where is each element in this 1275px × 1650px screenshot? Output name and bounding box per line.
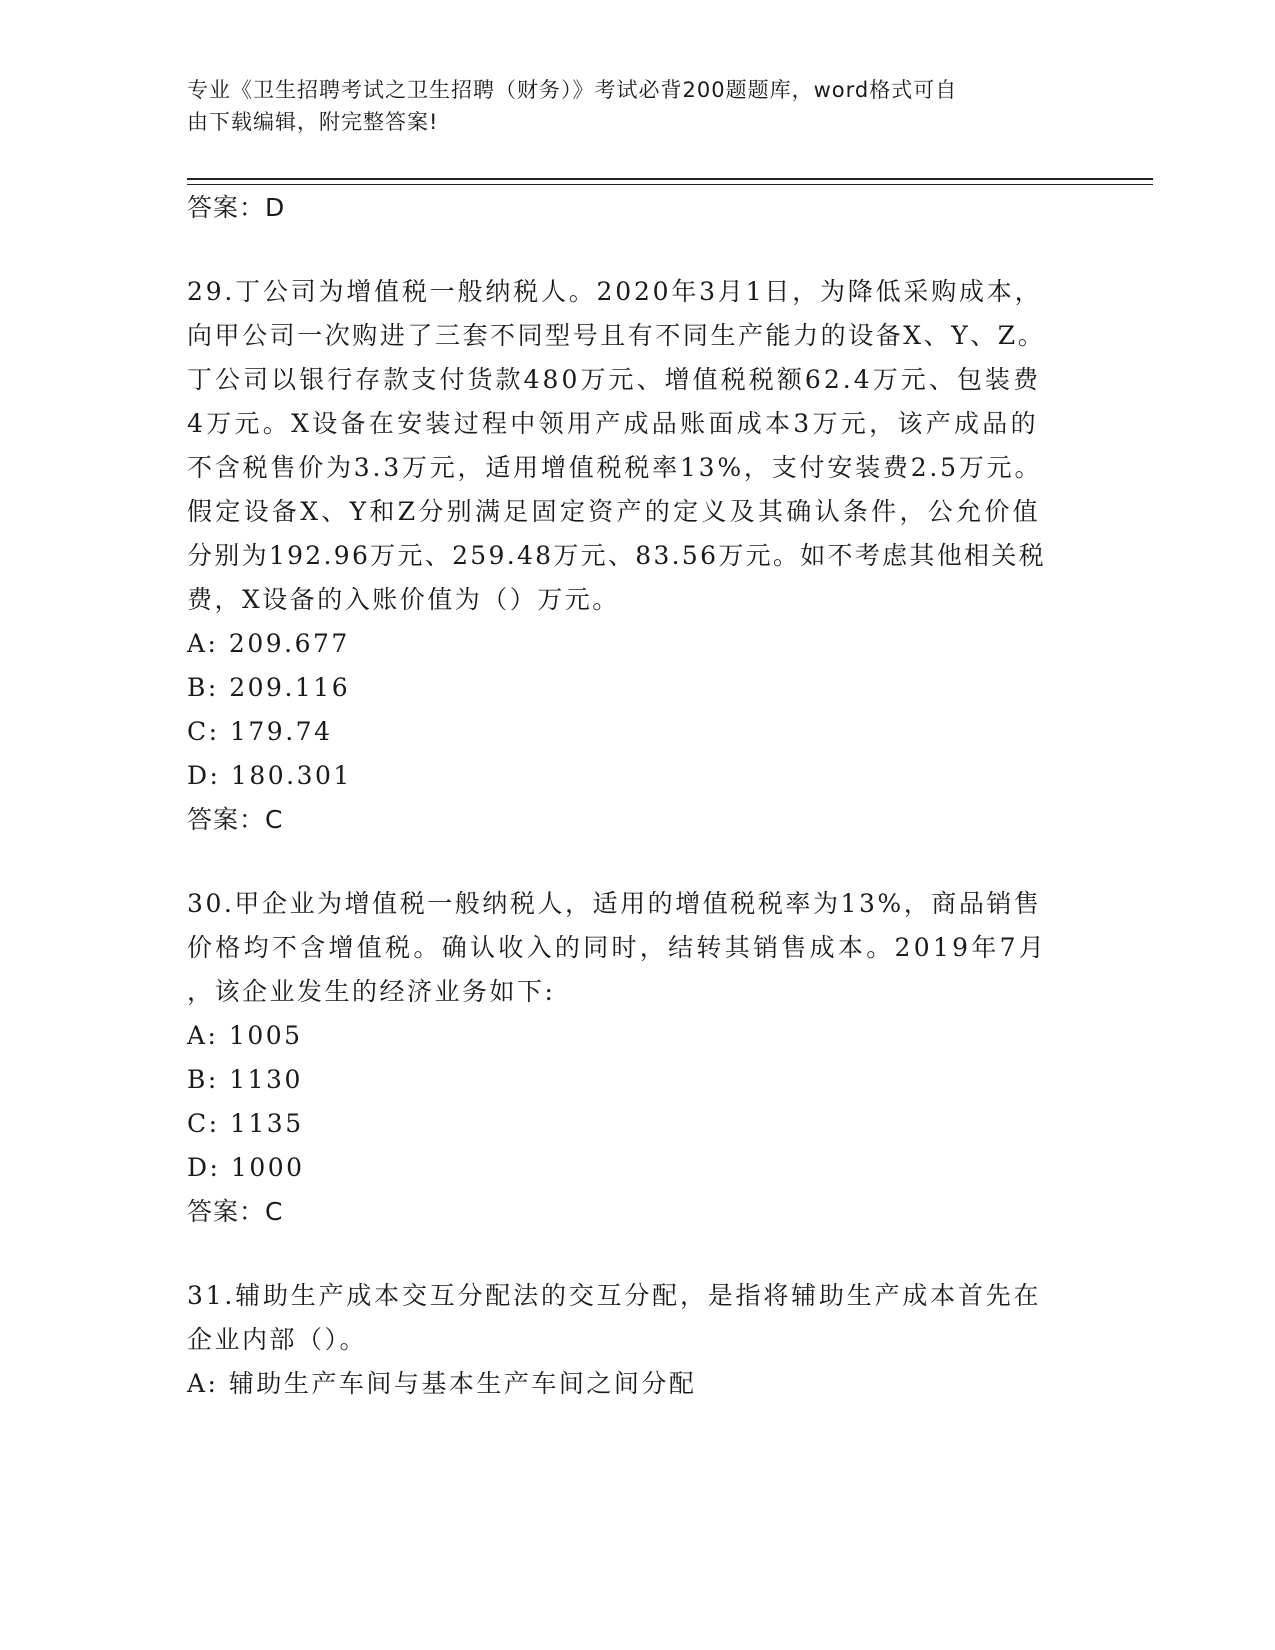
q30-option-d: D: 1000 bbox=[187, 1153, 305, 1182]
q30-line-1: 30.甲企业为增值税一般纳税人，适用的增值税税率为13%，商品销售 bbox=[187, 889, 1042, 918]
q29-line-8: 费，X设备的入账价值为（）万元。 bbox=[187, 585, 620, 614]
q29-option-c: C: 179.74 bbox=[187, 717, 333, 746]
q31-line-1: 31.辅助生产成本交互分配法的交互分配，是指将辅助生产成本首先在 bbox=[187, 1281, 1042, 1310]
q29-option-a: A: 209.677 bbox=[187, 629, 350, 658]
previous-answer: 答案：D bbox=[187, 193, 286, 222]
page-header bbox=[187, 74, 1067, 138]
header-line-1: 专业《卫生招聘考试之卫生招聘（财务）》考试必背200题题库，word格式可自 bbox=[187, 78, 958, 102]
header-line-2: 由下载编辑，附完整答案! bbox=[187, 110, 439, 134]
q31-option-a: A: 辅助生产车间与基本生产车间之间分配 bbox=[187, 1369, 697, 1398]
q30-option-b: B: 1130 bbox=[187, 1065, 303, 1094]
q29-line-3: 丁公司以银行存款支付货款480万元、增值税税额62.4万元、包装费 bbox=[187, 365, 1042, 394]
q29-option-d: D: 180.301 bbox=[187, 761, 352, 790]
q29-option-b: B: 209.116 bbox=[187, 673, 351, 702]
q30-option-a: A: 1005 bbox=[187, 1021, 303, 1050]
q29-line-2: 向甲公司一次购进了三套不同型号且有不同生产能力的设备X、Y、Z。 bbox=[187, 321, 1046, 350]
q29-line-1: 29.丁公司为增值税一般纳税人。2020年3月1日，为降低采购成本， bbox=[187, 277, 1043, 306]
q29-answer: 答案：C bbox=[187, 805, 284, 834]
header-rule-thick bbox=[187, 178, 1153, 180]
q29-line-7: 分别为192.96万元、259.48万元、83.56万元。如不考虑其他相关税 bbox=[187, 541, 1046, 570]
q29-line-6: 假定设备X、Y和Z分别满足固定资产的定义及其确认条件，公允价值 bbox=[187, 497, 1041, 526]
q30-line-2: 价格均不含增值税。确认收入的同时，结转其销售成本。2019年7月 bbox=[187, 933, 1048, 962]
q31-line-2: 企业内部（）。 bbox=[187, 1325, 368, 1354]
q30-answer: 答案：C bbox=[187, 1197, 284, 1226]
header-rule-thin bbox=[187, 184, 1153, 185]
q29-line-5: 不含税售价为3.3万元，适用增值税税率13%，支付安装费2.5万元。 bbox=[187, 453, 1043, 482]
q30-option-c: C: 1135 bbox=[187, 1109, 304, 1138]
q30-line-3: ，该企业发生的经济业务如下: bbox=[187, 977, 556, 1006]
q29-line-4: 4万元。X设备在安装过程中领用产成品账面成本3万元，该产成品的 bbox=[187, 409, 1039, 438]
